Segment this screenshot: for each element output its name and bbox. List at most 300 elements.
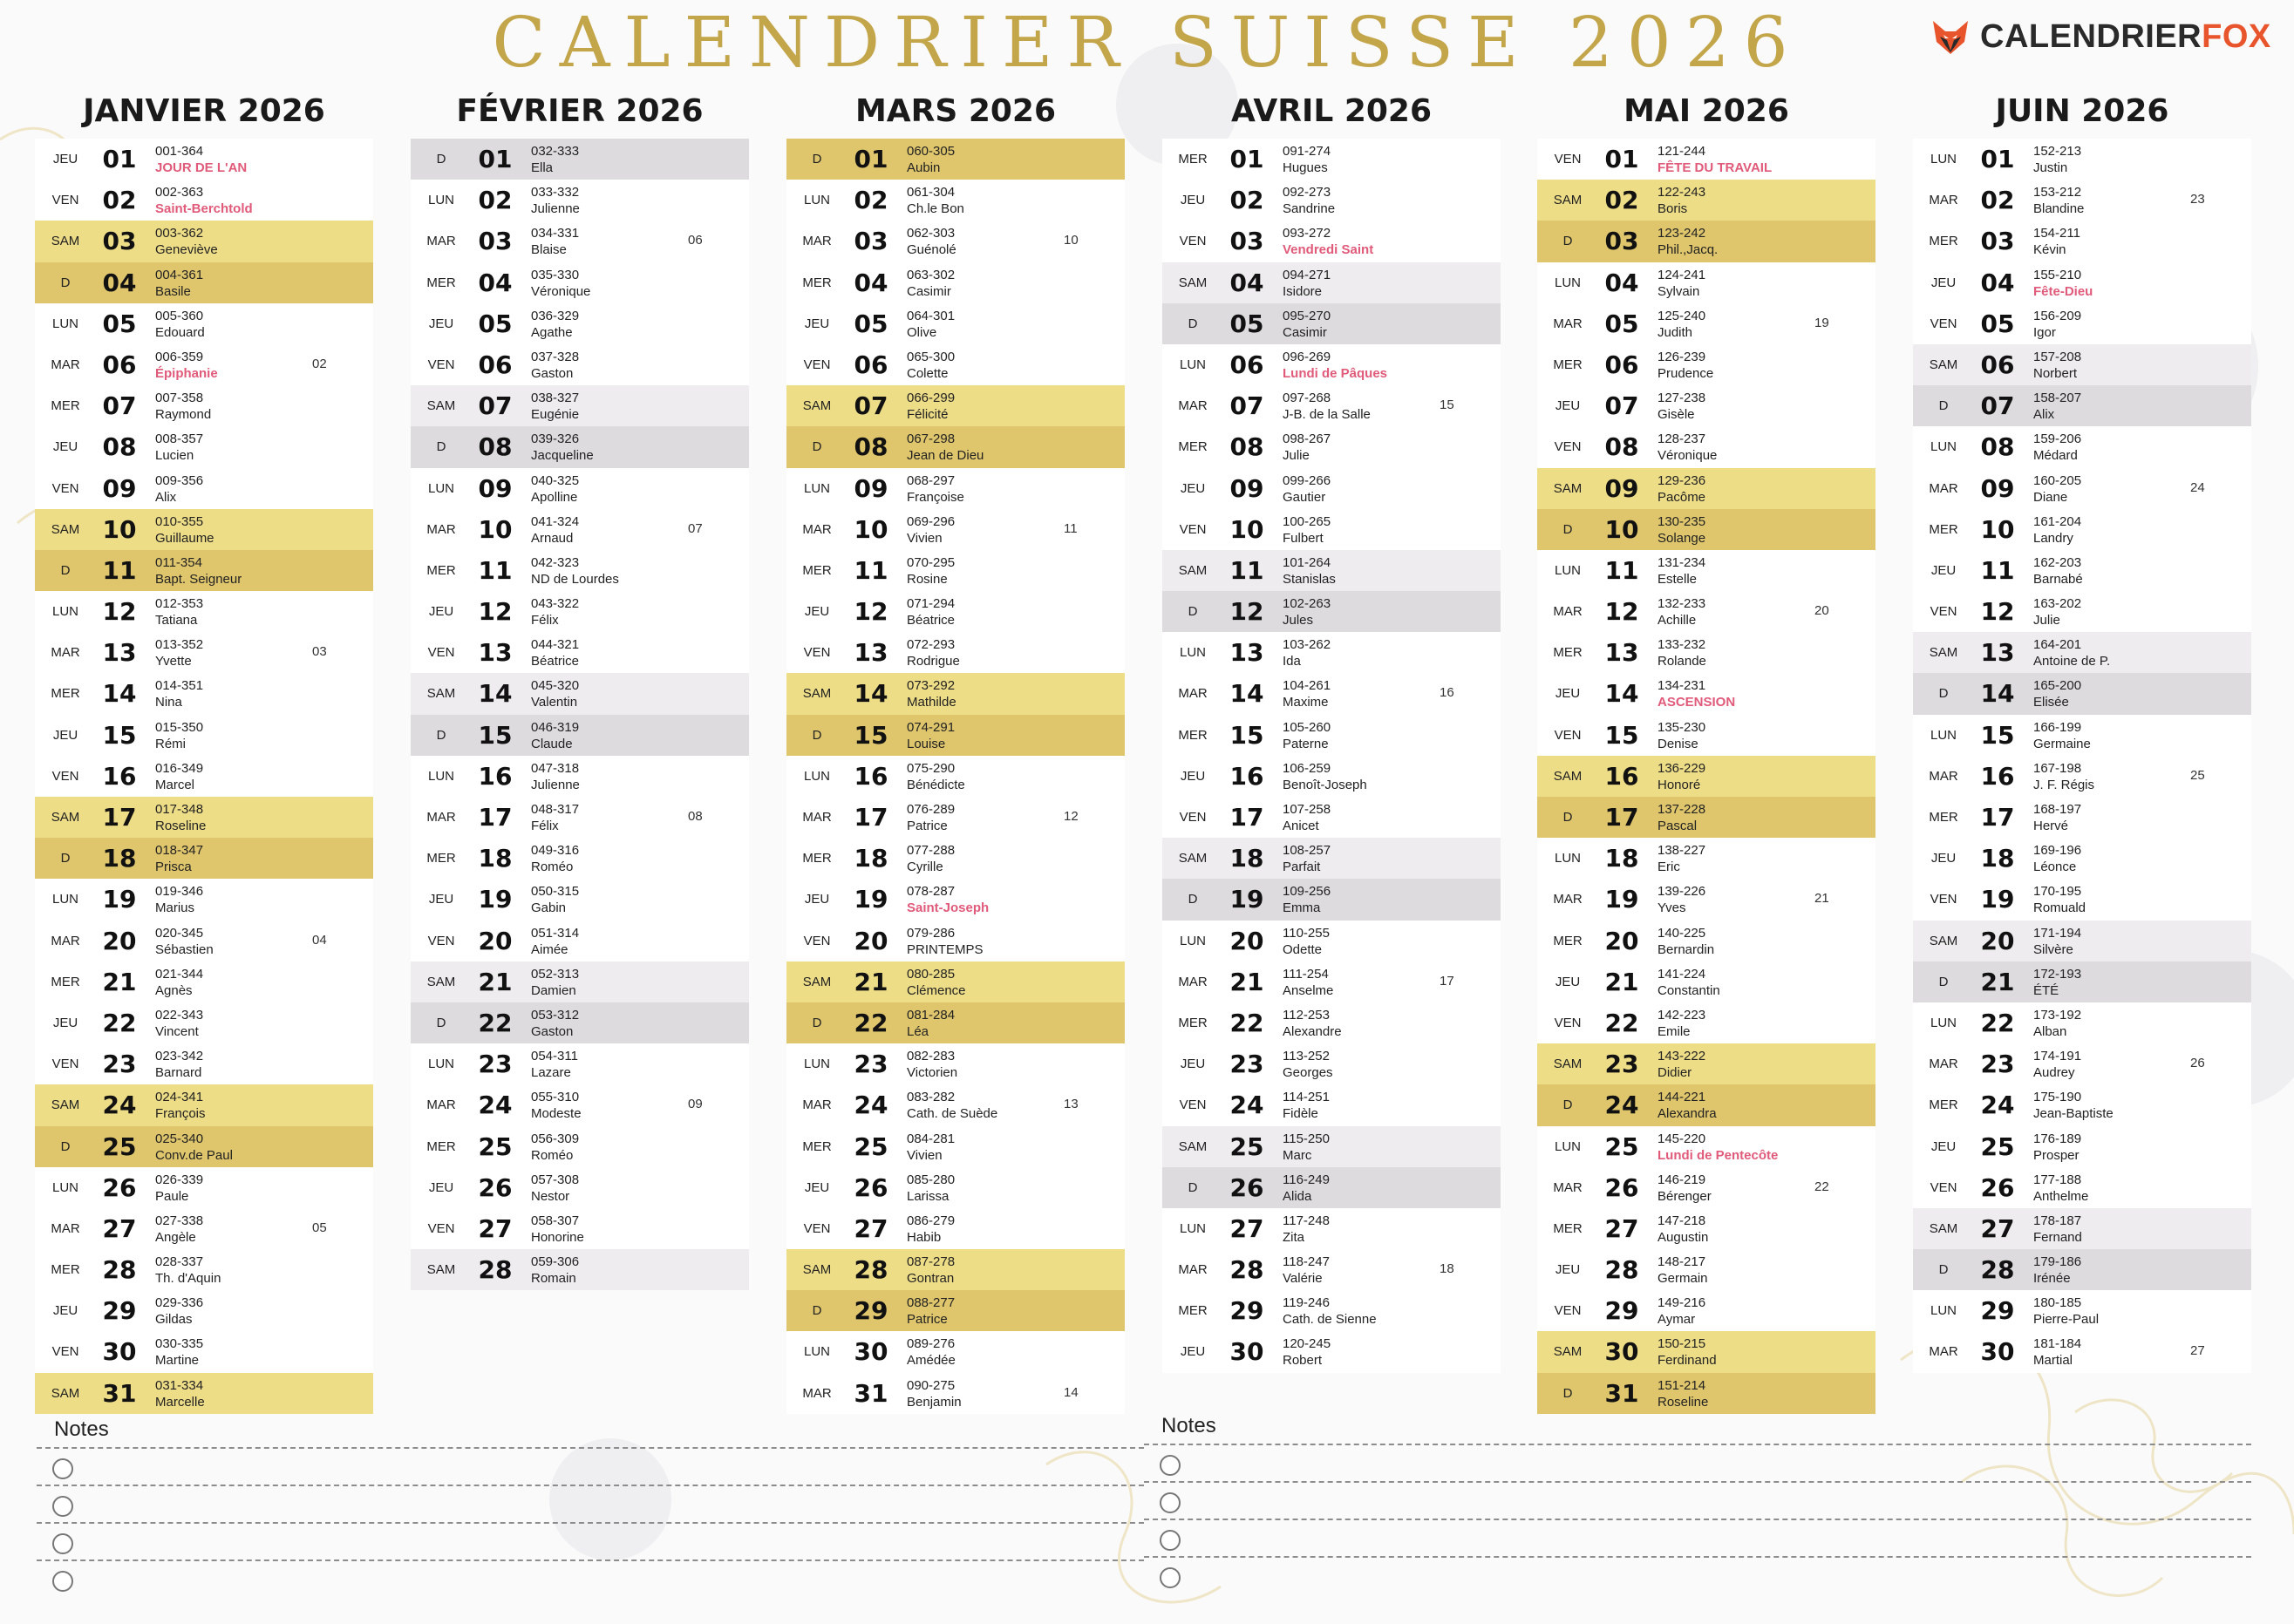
day-row[interactable]: [1913, 1208, 2251, 1249]
day-row[interactable]: [411, 632, 749, 673]
day-row[interactable]: [411, 921, 749, 961]
day-row[interactable]: [786, 385, 1125, 426]
day-row[interactable]: [1537, 1126, 1875, 1167]
day-row[interactable]: [35, 797, 373, 838]
day-row[interactable]: [1537, 262, 1875, 303]
saint-name: Geneviève: [155, 242, 218, 258]
day-number: 02: [854, 186, 888, 215]
saint-name: Julienne: [531, 201, 580, 217]
saint-name: Lazare: [531, 1065, 571, 1081]
day-row[interactable]: [1537, 921, 1875, 961]
weekday-label: MER: [1178, 152, 1208, 166]
day-row[interactable]: [411, 509, 749, 550]
saint-name: Romuald: [2033, 900, 2086, 916]
day-number: 29: [1980, 1296, 2015, 1326]
day-row[interactable]: [1913, 468, 2251, 509]
day-number: 18: [478, 844, 513, 873]
saint-name: Phil.,Jacq.: [1658, 242, 1719, 258]
day-row[interactable]: [411, 838, 749, 879]
day-row[interactable]: [1162, 385, 1501, 426]
day-row[interactable]: [411, 715, 749, 756]
day-of-year: 070-295: [907, 554, 956, 570]
weekday-label: VEN: [51, 480, 79, 496]
weekday-label: MAR: [802, 1097, 832, 1113]
day-row[interactable]: [35, 591, 373, 632]
day-row[interactable]: [1162, 838, 1501, 879]
day-row[interactable]: [786, 673, 1125, 714]
day-row[interactable]: [786, 509, 1125, 550]
day-row[interactable]: [1913, 180, 2251, 221]
day-row[interactable]: [35, 385, 373, 426]
day-row[interactable]: [1537, 468, 1875, 509]
note-line[interactable]: [1144, 1556, 2251, 1593]
day-row[interactable]: [1162, 221, 1501, 262]
day-row[interactable]: [411, 550, 749, 591]
note-line[interactable]: [37, 1447, 1144, 1485]
day-row[interactable]: [411, 180, 749, 221]
day-row[interactable]: [1537, 1043, 1875, 1084]
day-row[interactable]: [35, 715, 373, 756]
day-row[interactable]: [1162, 468, 1501, 509]
day-row[interactable]: [786, 1084, 1125, 1125]
saint-name: Bénédicte: [907, 777, 965, 792]
day-row[interactable]: [786, 303, 1125, 344]
day-of-year: 122-243: [1658, 185, 1706, 200]
day-number: 22: [478, 1008, 513, 1037]
day-row[interactable]: [411, 139, 749, 180]
day-row[interactable]: [786, 1126, 1125, 1167]
day-row[interactable]: [1913, 591, 2251, 632]
day-number: 19: [478, 885, 513, 914]
day-row[interactable]: [1913, 385, 2251, 426]
note-line[interactable]: [1144, 1444, 2251, 1481]
day-row[interactable]: [35, 262, 373, 303]
day-row[interactable]: [35, 1043, 373, 1084]
saint-name: Agnès: [155, 982, 193, 998]
day-row[interactable]: [411, 756, 749, 797]
day-row[interactable]: [1537, 961, 1875, 1002]
day-row[interactable]: [786, 1249, 1125, 1290]
day-row[interactable]: [35, 1084, 373, 1125]
day-number: 27: [1604, 1213, 1639, 1243]
weekday-label: VEN: [1930, 1179, 1957, 1195]
day-row[interactable]: [411, 1126, 749, 1167]
day-row[interactable]: [411, 303, 749, 344]
day-row[interactable]: [1537, 509, 1875, 550]
day-row[interactable]: [1162, 426, 1501, 467]
day-row[interactable]: [1162, 1002, 1501, 1043]
day-row[interactable]: [1913, 1290, 2251, 1331]
day-row[interactable]: [1162, 1331, 1501, 1372]
saint-name: Aubin: [907, 160, 941, 175]
day-row[interactable]: [1913, 344, 2251, 385]
day-number: 14: [1604, 679, 1639, 709]
day-row[interactable]: [1537, 715, 1875, 756]
day-row[interactable]: [786, 1167, 1125, 1208]
day-row[interactable]: [1162, 756, 1501, 797]
saint-name: Modeste: [531, 1106, 582, 1122]
weekday-label: MER: [51, 974, 80, 989]
day-row[interactable]: [411, 468, 749, 509]
day-row[interactable]: [1913, 715, 2251, 756]
day-row[interactable]: [35, 344, 373, 385]
day-row[interactable]: [1162, 961, 1501, 1002]
weekday-label: MAR: [51, 645, 80, 661]
saint-name: Fidèle: [1283, 1106, 1318, 1122]
day-row[interactable]: [1537, 1331, 1875, 1372]
day-row[interactable]: [786, 221, 1125, 262]
day-row[interactable]: [1913, 1002, 2251, 1043]
weekday-label: JEU: [1555, 398, 1581, 414]
weekday-label: VEN: [51, 1344, 79, 1360]
day-row[interactable]: [35, 632, 373, 673]
saint-name: Aymar: [1658, 1312, 1696, 1328]
day-row[interactable]: [1913, 921, 2251, 961]
day-row[interactable]: [1162, 1208, 1501, 1249]
day-row[interactable]: [411, 221, 749, 262]
day-row[interactable]: [1537, 673, 1875, 714]
weekday-label: SAM: [1553, 480, 1583, 496]
saint-name: Germaine: [2033, 736, 2091, 751]
day-row[interactable]: [786, 1043, 1125, 1084]
day-row[interactable]: [1537, 303, 1875, 344]
day-number: 12: [478, 597, 513, 627]
day-row[interactable]: [35, 1249, 373, 1290]
day-row[interactable]: [1913, 838, 2251, 879]
note-checkbox[interactable]: [1160, 1530, 1181, 1551]
day-row[interactable]: [35, 1126, 373, 1167]
day-row[interactable]: [1162, 1084, 1501, 1125]
day-row[interactable]: [1162, 1043, 1501, 1084]
day-number: 19: [1980, 885, 2015, 914]
day-row[interactable]: [1537, 1249, 1875, 1290]
day-row[interactable]: [1537, 139, 1875, 180]
day-number: 07: [1604, 391, 1639, 421]
weekday-label: LUN: [427, 1057, 454, 1072]
weekday-label: LUN: [1554, 851, 1581, 866]
saint-name: Roseline: [155, 819, 207, 833]
note-line[interactable]: [37, 1559, 1144, 1597]
day-row[interactable]: [1913, 303, 2251, 344]
day-number: 08: [854, 432, 888, 462]
day-row[interactable]: [35, 961, 373, 1002]
saint-name: Barnabé: [2033, 571, 2083, 587]
day-row[interactable]: [1162, 797, 1501, 838]
note-checkbox[interactable]: [52, 1496, 73, 1517]
day-of-year: 046-319: [531, 719, 580, 735]
day-row[interactable]: [786, 632, 1125, 673]
day-row[interactable]: [786, 180, 1125, 221]
day-row[interactable]: [1537, 1167, 1875, 1208]
day-row[interactable]: [1913, 426, 2251, 467]
day-row[interactable]: [35, 426, 373, 467]
day-row[interactable]: [1913, 632, 2251, 673]
day-row[interactable]: [1162, 550, 1501, 591]
note-checkbox[interactable]: [1160, 1492, 1181, 1513]
day-row[interactable]: [1162, 180, 1501, 221]
day-row[interactable]: [1162, 921, 1501, 961]
note-line[interactable]: [37, 1485, 1144, 1522]
month-name: FÉVRIER 2026: [456, 93, 704, 129]
day-row[interactable]: [786, 1331, 1125, 1372]
day-row[interactable]: [411, 1084, 749, 1125]
month-name: AVRIL 2026: [1230, 93, 1433, 129]
day-row[interactable]: [786, 961, 1125, 1002]
day-row[interactable]: [1537, 550, 1875, 591]
day-number: 15: [1980, 720, 2015, 750]
day-row[interactable]: [35, 756, 373, 797]
note-line[interactable]: [1144, 1519, 2251, 1556]
day-row[interactable]: [411, 1208, 749, 1249]
day-row[interactable]: [1537, 797, 1875, 838]
day-row[interactable]: [1162, 1126, 1501, 1167]
day-row[interactable]: [35, 673, 373, 714]
saint-name: Félix: [531, 819, 559, 833]
day-of-year: 056-309: [531, 1131, 580, 1146]
day-row[interactable]: [411, 879, 749, 920]
day-of-year: 173-192: [2033, 1007, 2082, 1023]
day-row[interactable]: [35, 550, 373, 591]
saint-name: Victorien: [907, 1065, 958, 1081]
day-row[interactable]: [1913, 139, 2251, 180]
weekday-label: JEU: [1930, 275, 1957, 290]
day-row[interactable]: [1162, 509, 1501, 550]
day-row[interactable]: [1537, 1084, 1875, 1125]
day-row[interactable]: [1162, 344, 1501, 385]
day-row[interactable]: [1537, 344, 1875, 385]
day-number: 21: [478, 967, 513, 996]
note-checkbox[interactable]: [1160, 1567, 1181, 1588]
day-number: 18: [1980, 844, 2015, 873]
saint-name: Alix: [155, 489, 177, 505]
day-row[interactable]: [1537, 385, 1875, 426]
day-row[interactable]: [1913, 797, 2251, 838]
day-of-year: 088-277: [907, 1295, 956, 1311]
saint-name: Constantin: [1658, 982, 1720, 998]
day-row[interactable]: [1537, 838, 1875, 879]
day-of-year: 044-321: [531, 637, 580, 653]
day-row[interactable]: [1162, 1249, 1501, 1290]
day-row[interactable]: [786, 1002, 1125, 1043]
saint-name: Béatrice: [907, 613, 956, 629]
day-row[interactable]: [411, 1002, 749, 1043]
day-number: 07: [1980, 391, 2015, 421]
saint-name: Félix: [531, 613, 559, 629]
day-row[interactable]: [1913, 221, 2251, 262]
week-number: 24: [2190, 479, 2205, 495]
day-row[interactable]: [1162, 303, 1501, 344]
day-row[interactable]: [411, 344, 749, 385]
day-row[interactable]: [411, 673, 749, 714]
day-row[interactable]: [786, 550, 1125, 591]
day-row[interactable]: [1913, 1331, 2251, 1372]
week-number: 21: [1814, 891, 1829, 907]
day-row[interactable]: [1537, 632, 1875, 673]
day-of-year: 157-208: [2033, 349, 2082, 364]
day-row[interactable]: [35, 1208, 373, 1249]
note-line[interactable]: [1144, 1481, 2251, 1519]
day-row[interactable]: [1537, 591, 1875, 632]
weekday-label: MAR: [1929, 1057, 1958, 1072]
day-row[interactable]: [1913, 1126, 2251, 1167]
day-of-year: 132-233: [1658, 596, 1706, 612]
note-line[interactable]: [37, 1522, 1144, 1559]
day-row[interactable]: [1537, 1002, 1875, 1043]
day-row[interactable]: [1913, 550, 2251, 591]
day-row[interactable]: [411, 591, 749, 632]
weekday-label: SAM: [51, 810, 80, 825]
day-row[interactable]: [1162, 632, 1501, 673]
day-row[interactable]: [411, 262, 749, 303]
day-row[interactable]: [1537, 879, 1875, 920]
day-row[interactable]: [1162, 139, 1501, 180]
day-number: 28: [1229, 1255, 1264, 1285]
day-row[interactable]: [35, 468, 373, 509]
day-number: 21: [854, 967, 888, 996]
day-row[interactable]: [35, 1373, 373, 1414]
weekday-label: JEU: [804, 604, 830, 620]
note-checkbox[interactable]: [1160, 1455, 1181, 1476]
weekday-label: MAR: [1553, 316, 1583, 331]
day-of-year: 110-255: [1283, 925, 1330, 941]
day-of-year: 150-215: [1658, 1336, 1706, 1352]
day-row[interactable]: [786, 1208, 1125, 1249]
day-of-year: 033-332: [531, 185, 580, 200]
day-row[interactable]: [1913, 1249, 2251, 1290]
day-row[interactable]: [1913, 1167, 2251, 1208]
day-row[interactable]: [1913, 961, 2251, 1002]
day-row[interactable]: [35, 1002, 373, 1043]
day-row[interactable]: [35, 838, 373, 879]
day-row[interactable]: [1162, 879, 1501, 920]
day-row[interactable]: [35, 221, 373, 262]
weekday-label: SAM: [426, 1262, 456, 1278]
day-row[interactable]: [35, 1290, 373, 1331]
day-row[interactable]: [411, 961, 749, 1002]
day-row[interactable]: [411, 1249, 749, 1290]
day-row[interactable]: [35, 509, 373, 550]
weekday-label: SAM: [1178, 275, 1208, 290]
note-checkbox[interactable]: [52, 1533, 73, 1554]
day-row[interactable]: [786, 468, 1125, 509]
day-row[interactable]: [1537, 221, 1875, 262]
day-row[interactable]: [1913, 509, 2251, 550]
weekday-label: D: [60, 851, 71, 866]
day-row[interactable]: [1162, 673, 1501, 714]
day-of-year: 036-329: [531, 308, 580, 323]
day-row[interactable]: [1537, 1208, 1875, 1249]
day-row[interactable]: [786, 344, 1125, 385]
day-number: 20: [1229, 926, 1264, 955]
day-row[interactable]: [1913, 1043, 2251, 1084]
saint-name: Romain: [531, 1271, 576, 1287]
day-number: 17: [102, 803, 137, 832]
day-row[interactable]: [35, 1167, 373, 1208]
day-row[interactable]: [35, 139, 373, 180]
day-row[interactable]: [786, 591, 1125, 632]
day-row[interactable]: [786, 715, 1125, 756]
day-row[interactable]: [35, 180, 373, 221]
day-row[interactable]: [786, 921, 1125, 961]
day-row[interactable]: [1537, 426, 1875, 467]
weekday-label: MAR: [51, 357, 80, 372]
day-number: 07: [854, 391, 888, 421]
day-number: 05: [1604, 309, 1639, 338]
saint-name: Damien: [531, 982, 576, 998]
day-of-year: 083-282: [907, 1090, 956, 1105]
saint-name: Basile: [155, 283, 191, 299]
day-of-year: 042-323: [531, 554, 580, 570]
day-row[interactable]: [1537, 756, 1875, 797]
weekday-label: VEN: [1930, 604, 1957, 620]
day-of-year: 156-209: [2033, 308, 2082, 323]
day-row[interactable]: [411, 385, 749, 426]
notes-section-left: [37, 1412, 1144, 1597]
day-number: 11: [478, 555, 513, 585]
day-row[interactable]: [35, 921, 373, 961]
day-row[interactable]: [1537, 1373, 1875, 1414]
day-number: 03: [478, 227, 513, 256]
day-of-year: 071-294: [907, 596, 956, 612]
day-row[interactable]: [1162, 262, 1501, 303]
day-row[interactable]: [1913, 673, 2251, 714]
saint-name: François: [155, 1106, 206, 1122]
day-of-year: 049-316: [531, 843, 580, 859]
day-row[interactable]: [1162, 1290, 1501, 1331]
day-row[interactable]: [411, 797, 749, 838]
saint-name: Gabin: [531, 900, 567, 916]
note-checkbox[interactable]: [52, 1571, 73, 1592]
day-number: 06: [1980, 350, 2015, 379]
day-row[interactable]: [786, 262, 1125, 303]
day-row[interactable]: [1913, 879, 2251, 920]
day-of-year: 084-281: [907, 1131, 956, 1146]
weekday-label: MAR: [802, 234, 832, 249]
note-checkbox[interactable]: [52, 1458, 73, 1479]
day-row[interactable]: [411, 426, 749, 467]
day-row[interactable]: [1913, 262, 2251, 303]
day-row[interactable]: [786, 426, 1125, 467]
day-row[interactable]: [1537, 1290, 1875, 1331]
day-row[interactable]: [1913, 756, 2251, 797]
day-row[interactable]: [1162, 591, 1501, 632]
day-row[interactable]: [786, 879, 1125, 920]
day-row[interactable]: [786, 756, 1125, 797]
day-row[interactable]: [35, 1331, 373, 1372]
day-row[interactable]: [1162, 1167, 1501, 1208]
day-row[interactable]: [1913, 1084, 2251, 1125]
day-row[interactable]: [786, 1290, 1125, 1331]
saint-name: Félicité: [907, 407, 949, 423]
day-row[interactable]: [786, 139, 1125, 180]
day-row[interactable]: [35, 879, 373, 920]
week-number: 15: [1440, 398, 1454, 413]
saint-name: Pacôme: [1658, 489, 1706, 505]
day-row[interactable]: [35, 303, 373, 344]
day-row[interactable]: [1537, 180, 1875, 221]
day-row[interactable]: [1162, 715, 1501, 756]
day-row[interactable]: [786, 1373, 1125, 1414]
day-row[interactable]: [411, 1167, 749, 1208]
day-row[interactable]: [786, 797, 1125, 838]
weekday-label: D: [436, 1015, 446, 1030]
weekday-label: SAM: [1553, 1057, 1583, 1072]
weekday-label: VEN: [803, 933, 831, 948]
day-row[interactable]: [411, 1043, 749, 1084]
day-row[interactable]: [786, 838, 1125, 879]
day-number: 02: [1980, 186, 2015, 215]
week-number: 07: [688, 520, 703, 536]
